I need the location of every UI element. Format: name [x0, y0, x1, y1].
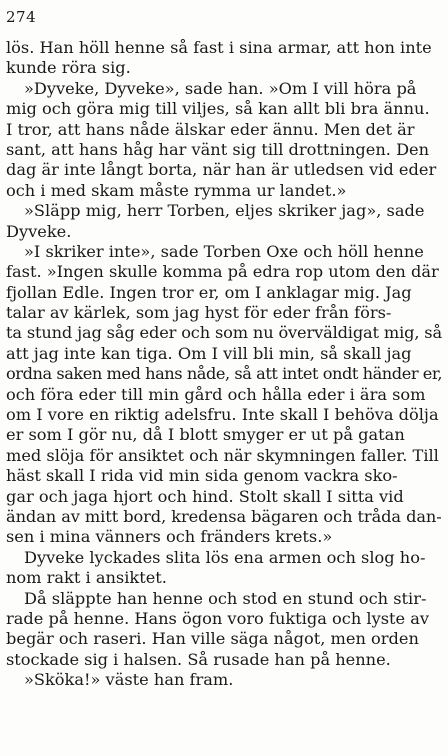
text-line: I tror, att hans nåde älskar eder ännu. Men det är [6, 119, 415, 139]
text-line: ordna saken med hans nåde, så att intet ondt händer er, [6, 364, 443, 384]
text-line: begär och raseri. Han ville säga något, men orden [6, 629, 419, 649]
text-line: med slöja för ansiktet och när skymningen faller. Till [6, 445, 439, 465]
text-line: sant, att hans håg har vänt sig till drottningen. Den [6, 139, 430, 159]
text-line: och föra eder till min gård och hålla eder i ära som [6, 384, 426, 404]
text-line: fast. »Ingen skulle komma på edra rop utom den där [6, 262, 439, 282]
text-line: talar av kärlek, som jag hyst för eder från förs- [6, 303, 392, 323]
text-line: fjollan Edle. Ingen tror er, om I anklagar mig. Jag [6, 282, 412, 302]
text-line: »Sköka!» väste han fram. [24, 670, 234, 690]
text-line: mig och göra mig till viljes, så kan allt bli bra ännu. [6, 99, 430, 119]
text-line: dag är inte långt borta, när han är utledsen vid eder [6, 160, 437, 180]
body-text [6, 38, 442, 691]
text-line: om I vore en riktig adelsfru. Inte skall I behöva dölja [6, 405, 439, 425]
text-line: »I skriker inte», sade Torben Oxe och höll henne [24, 241, 424, 261]
text-line: häst skall I rida vid min sida genom vackra sko- [6, 466, 398, 486]
text-line: sen i mina vänners och fränders krets.» [6, 527, 333, 547]
text-line: »Dyveke, Dyveke», sade han. »Om I vill höra på [24, 78, 417, 98]
text-line: Dyveke. [6, 221, 72, 241]
page-number: 274 [6, 8, 37, 26]
text-line: ta stund jag såg eder och som nu överväldigat mig, så [6, 323, 442, 343]
text-line: er som I gör nu, då I blott smyger er ut på gatan [6, 425, 405, 445]
text-line: Då släppte han henne och stod en stund och stir- [24, 588, 427, 608]
text-line: lös. Han höll henne så fast i sina armar, att hon inte [6, 38, 432, 57]
text-line: ändan av mitt bord, kredensa bägaren och tråda dan- [6, 506, 442, 526]
text-line: stockade sig i halsen. Så rusade han på henne. [6, 649, 391, 669]
text-line: och i med skam måste rymma ur landet.» [6, 180, 347, 200]
text-line: rade på henne. Hans ögon voro fuktiga och lyste av [6, 608, 430, 628]
text-line: Dyveke lyckades slita lös ena armen och slog ho- [24, 547, 426, 567]
text-line: kunde röra sig. [6, 58, 131, 78]
text-line: nom rakt i ansiktet. [6, 568, 167, 588]
text-line: »Släpp mig, herr Torben, eljes skriker jag», sade [24, 201, 425, 221]
text-line: att jag inte kan tiga. Om I vill bli min, så skall jag [6, 343, 412, 363]
text-line: gar och jaga hjort och hind. Stolt skall I sitta vid [6, 486, 404, 506]
